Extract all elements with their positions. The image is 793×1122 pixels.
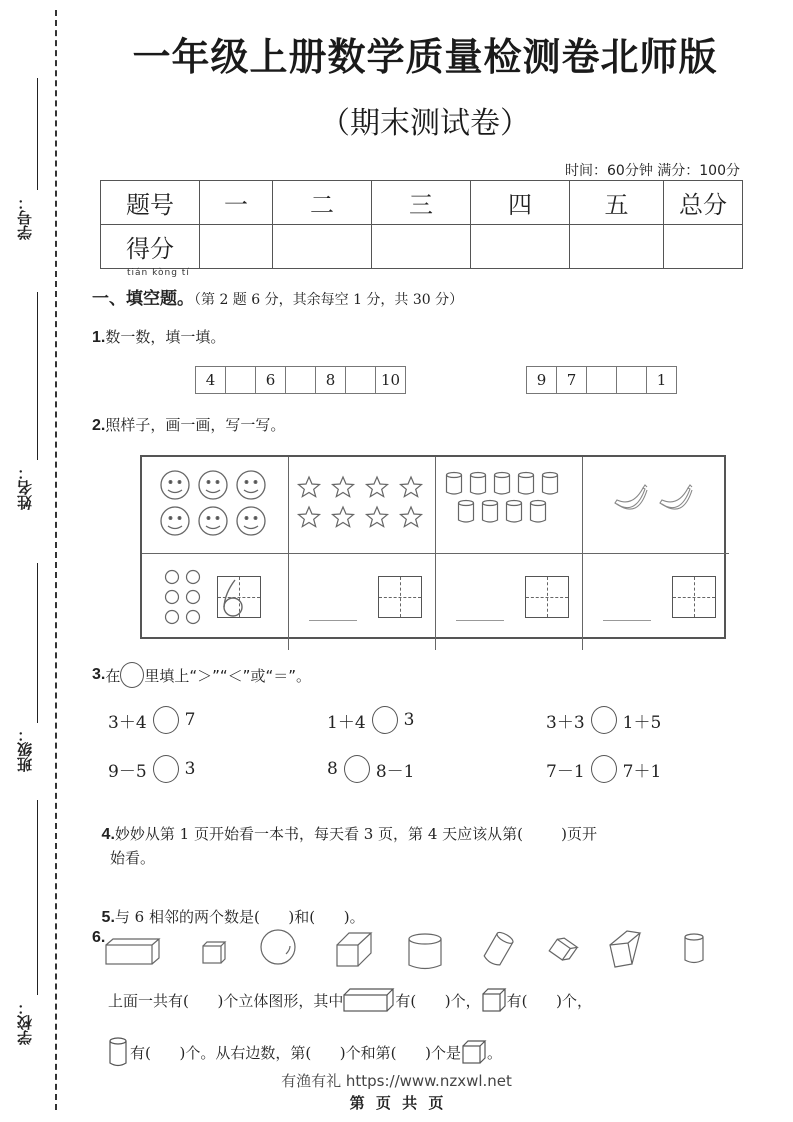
expr-left: 3＋3 — [546, 712, 585, 733]
seq-blank[interactable] — [587, 367, 617, 393]
cylinder-icon — [685, 934, 703, 963]
digit-six-icon — [218, 577, 262, 619]
question-text: 。 — [486, 1043, 502, 1062]
name-field[interactable] — [14, 465, 44, 510]
question-4-cont: 始看。 — [110, 849, 156, 867]
section-note: （第 2 题 6 分，其余每空 1 分，共 30 分） — [194, 292, 464, 308]
seq-cell: 9 — [527, 367, 557, 393]
expr-right: 1＋5 — [622, 712, 662, 733]
question-number: 4. — [101, 826, 115, 843]
cut-line — [55, 10, 57, 1110]
seq-cell: 1 — [656, 371, 667, 389]
answer-cell[interactable] — [583, 554, 729, 650]
expr-left: 9－5 — [108, 761, 147, 782]
cylinder-group — [436, 457, 583, 554]
cube-icon — [461, 1040, 487, 1064]
smiley-group — [142, 457, 289, 554]
question-text: 与 6 相邻的两个数是( )和( )。 — [114, 908, 365, 926]
question-4 — [92, 805, 597, 844]
solid-shapes-row — [100, 920, 720, 975]
cube-icon — [203, 942, 225, 963]
answer-cell[interactable] — [436, 554, 583, 650]
table-cell: 五 — [570, 181, 664, 225]
writing-box — [217, 576, 261, 618]
writing-box[interactable] — [672, 576, 716, 618]
cuboid-icon — [610, 931, 640, 967]
table-cell: 题号 — [101, 181, 200, 225]
score-input-cell[interactable] — [570, 225, 664, 269]
student-id-line[interactable] — [37, 78, 38, 190]
answer-circle[interactable] — [344, 755, 370, 783]
page-number: 第 页 共 页 — [349, 1094, 444, 1112]
expr-right: 8－1 — [375, 761, 415, 782]
section-title: 一、填空题。 — [92, 289, 194, 309]
class-label: 班级： — [16, 727, 34, 772]
question-number: 6. — [92, 929, 106, 946]
question-number: 2. — [92, 417, 106, 434]
question-number: 5. — [101, 909, 115, 926]
cylinder-icon — [483, 930, 515, 967]
student-id-field[interactable] — [14, 195, 44, 240]
table-cell: 二 — [273, 181, 372, 225]
page-title: 一年级上册数学质量检测卷北师版 — [132, 35, 718, 79]
school-field[interactable] — [14, 1000, 44, 1045]
cube-icon — [549, 935, 577, 963]
page-subtitle: （期末测试卷） — [320, 106, 530, 141]
comparison-item — [546, 755, 661, 783]
question-2 — [92, 414, 285, 435]
score-input-cell[interactable] — [273, 225, 372, 269]
question-1 — [92, 326, 225, 347]
answer-circle[interactable] — [591, 706, 617, 734]
name-line[interactable] — [37, 292, 38, 460]
comparison-item — [108, 706, 195, 734]
score-table-header-row — [101, 181, 743, 225]
question-text: 数一数，填一填。 — [105, 328, 226, 346]
question-text: 照样子，画一画，写一写。 — [105, 416, 286, 434]
score-table-score-row — [101, 225, 743, 269]
expr-right: 7 — [184, 710, 196, 730]
cube-icon — [481, 988, 507, 1012]
expr-left: 3＋4 — [108, 712, 147, 733]
seq-blank[interactable] — [346, 367, 376, 393]
expr-right: 3 — [184, 759, 196, 779]
class-line[interactable] — [37, 563, 38, 723]
cuboid-icon — [106, 939, 159, 964]
seq-cell: 7 — [557, 367, 587, 393]
answer-circle[interactable] — [591, 755, 617, 783]
star-icon — [289, 457, 435, 549]
question-text: 上面一共有( )个立体图形，其中 — [108, 991, 344, 1010]
seq-cell: 10 — [380, 371, 401, 389]
comparison-item — [108, 755, 195, 783]
question-number: 3. — [92, 666, 106, 683]
comparison-item — [327, 755, 414, 783]
section-heading — [92, 284, 463, 309]
question-text: 有( )个， — [395, 991, 481, 1010]
seq-cell: 4 — [196, 367, 226, 393]
picture-grid — [140, 455, 726, 639]
time-info: 时间：60分钟 满分：100分 — [565, 163, 740, 179]
question-3 — [92, 662, 311, 688]
seq-cell: 6 — [256, 367, 286, 393]
answer-line[interactable] — [456, 620, 504, 621]
section-pinyin: tián kòng tí — [127, 268, 190, 278]
question-text: 里填上“＞”“＜”或“＝”。 — [144, 666, 311, 685]
answer-line[interactable] — [309, 620, 357, 621]
cuboid-icon — [337, 933, 371, 966]
question-text: 在 — [105, 666, 121, 685]
banana-icon — [583, 457, 729, 549]
question-number: 1. — [92, 329, 106, 346]
student-id-label: 学号： — [16, 195, 34, 240]
table-cell: 得分 — [101, 225, 200, 269]
school-line[interactable] — [37, 800, 38, 995]
cylinder-icon — [436, 457, 582, 549]
circle-icon — [120, 662, 144, 688]
watermark: 有渔有礼 https://www.nzxwl.net — [281, 1072, 512, 1090]
question-text: 有( )个， — [506, 991, 592, 1010]
score-input-cell[interactable] — [200, 225, 273, 269]
example-cell — [142, 554, 289, 650]
score-table — [100, 180, 743, 269]
table-cell: 总分 — [664, 181, 743, 225]
school-label: 学校： — [16, 1000, 34, 1045]
table-cell: 三 — [372, 181, 471, 225]
question-6-line-2 — [108, 1036, 502, 1068]
question-6-line-1 — [108, 988, 592, 1012]
class-field[interactable] — [14, 727, 44, 772]
question-text: 有( )个。从右边数，第( )个和第( )个是 — [130, 1043, 461, 1062]
sphere-icon — [261, 930, 295, 964]
table-cell: 四 — [471, 181, 570, 225]
answer-circle[interactable] — [153, 706, 179, 734]
smiley-face-icon — [142, 457, 288, 549]
comparison-item — [327, 706, 414, 734]
expr-left: 7－1 — [546, 761, 585, 782]
banana-group — [583, 457, 729, 554]
circles-icon — [142, 554, 288, 646]
cylinder-icon — [108, 1036, 130, 1068]
name-label: 姓名： — [16, 465, 34, 510]
cuboid-icon — [343, 988, 395, 1012]
expr-left: 8 — [327, 759, 338, 779]
writing-box[interactable] — [378, 576, 422, 618]
expr-left: 1＋4 — [327, 712, 366, 733]
answer-line[interactable] — [603, 620, 651, 621]
cylinder-icon — [409, 934, 441, 969]
comparison-item — [546, 706, 661, 734]
number-sequence-b — [526, 366, 677, 394]
seq-cell: 8 — [316, 367, 346, 393]
seq-blank[interactable] — [617, 367, 647, 393]
answer-cell[interactable] — [289, 554, 436, 650]
seq-blank[interactable] — [286, 367, 316, 393]
writing-box[interactable] — [525, 576, 569, 618]
answer-circle[interactable] — [153, 755, 179, 783]
answer-circle[interactable] — [372, 706, 398, 734]
score-input-cell[interactable] — [664, 225, 743, 269]
table-cell: 一 — [200, 181, 273, 225]
number-sequence-a — [195, 366, 406, 394]
score-input-cell[interactable] — [471, 225, 570, 269]
score-input-cell[interactable] — [372, 225, 471, 269]
question-text: 妙妙从第 1 页开始看一本书，每天看 3 页，第 4 天应该从第( )页开 — [114, 825, 597, 843]
star-group — [289, 457, 436, 554]
seq-blank[interactable] — [226, 367, 256, 393]
expr-right: 7＋1 — [622, 761, 662, 782]
expr-right: 3 — [403, 710, 415, 730]
